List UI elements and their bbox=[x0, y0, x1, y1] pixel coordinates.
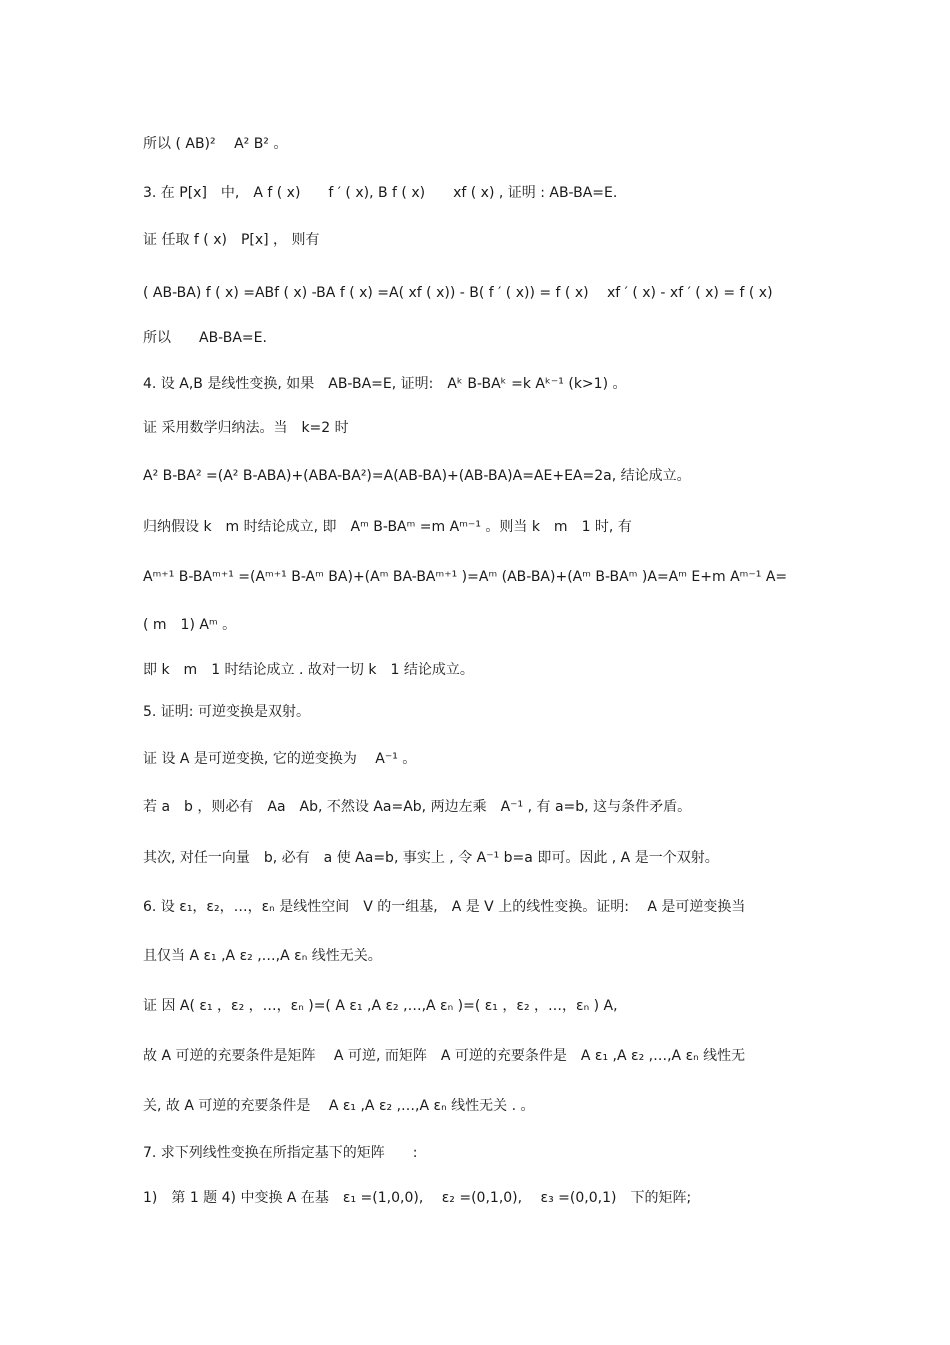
text-line: 证 设 A 是可逆变换, 它的逆变换为 A⁻¹ 。 bbox=[143, 751, 417, 767]
text-line: 若 a b ，则必有 Aa Ab, 不然设 Aa=Ab, 两边左乘 A⁻¹ , 有 a=b, 这与条件矛盾。 bbox=[143, 799, 692, 815]
text-line: A² B-BA² =(A² B-ABA)+(ABA-BA²)=A(AB-BA)+(AB-BA)A=AE+EA=2a, 结论成立。 bbox=[143, 468, 691, 484]
text-line: 5. 证明: 可逆变换是双射。 bbox=[143, 704, 310, 720]
text-line: Aᵐ⁺¹ B-BAᵐ⁺¹ =(Aᵐ⁺¹ B-Aᵐ BA)+(Aᵐ BA-BAᵐ⁺¹ )=Aᵐ (AB-BA)+(Aᵐ B-BAᵐ )A=Aᵐ E+m Aᵐ⁻¹ A= bbox=[143, 569, 788, 585]
text-line: 1) 第 1 题 4) 中变换 A 在基 ε₁ =(1,0,0), ε₂ =(0,1,0), ε₃ =(0,0,1) 下的矩阵; bbox=[143, 1190, 692, 1206]
text-line: 且仅当 A ε₁ ,A ε₂ ,…,A εₙ 线性无关。 bbox=[143, 948, 382, 964]
text-line: 6. 设 ε₁，ε₂，…，εₙ 是线性空间 V 的一组基, A 是 V 上的线性变换。证明: A 是可逆变换当 bbox=[143, 899, 746, 915]
text-line: 3. 在 P[x] 中, A f ( x) f ′ ( x), B f ( x) xf ( x) , 证明 : AB-BA=E. bbox=[143, 185, 618, 201]
text-line: ( AB-BA) f ( x) =ABf ( x) -BA f ( x) =A( xf ( x)) - B( f ′ ( x)) = f ( x) xf ′ ( x) - xf ′ ( x) = f ( x) bbox=[143, 285, 773, 301]
text-line: 所以 ( AB)² A² B² 。 bbox=[143, 136, 288, 152]
text-line: 7. 求下列线性变换在所指定基下的矩阵 : bbox=[143, 1145, 418, 1161]
text-line: 故 A 可逆的充要条件是矩阵 A 可逆, 而矩阵 A 可逆的充要条件是 A ε₁ ,A ε₂ ,…,A εₙ 线性无 bbox=[143, 1048, 746, 1064]
text-line: 其次, 对任一向量 b, 必有 a 使 Aa=b, 事实上 , 令 A⁻¹ b=a 即可。因此 , A 是一个双射。 bbox=[143, 850, 719, 866]
text-line: ( m 1) Aᵐ 。 bbox=[143, 617, 237, 633]
text-line: 即 k m 1 时结论成立 . 故对一切 k 1 结论成立。 bbox=[143, 662, 474, 678]
text-line: 证 任取 f ( x) P[x] ， 则有 bbox=[143, 232, 320, 248]
text-line: 关, 故 A 可逆的充要条件是 A ε₁ ,A ε₂ ,…,A εₙ 线性无关 . 。 bbox=[143, 1098, 535, 1114]
text-line: 归纳假设 k m 时结论成立, 即 Aᵐ B-BAᵐ =m Aᵐ⁻¹ 。则当 k m 1 时, 有 bbox=[143, 519, 632, 535]
text-line: 证 因 A( ε₁ ，ε₂ ，…，εₙ )=( A ε₁ ,A ε₂ ,…,A εₙ )=( ε₁ ，ε₂ ，…，εₙ ) A, bbox=[143, 998, 618, 1014]
text-line: 证 采用数学归纳法。当 k=2 时 bbox=[143, 420, 349, 436]
text-line: 所以 AB-BA=E. bbox=[143, 330, 267, 346]
text-line: 4. 设 A,B 是线性变换, 如果 AB-BA=E, 证明: Aᵏ B-BAᵏ =k Aᵏ⁻¹ (k>1) 。 bbox=[143, 376, 627, 392]
